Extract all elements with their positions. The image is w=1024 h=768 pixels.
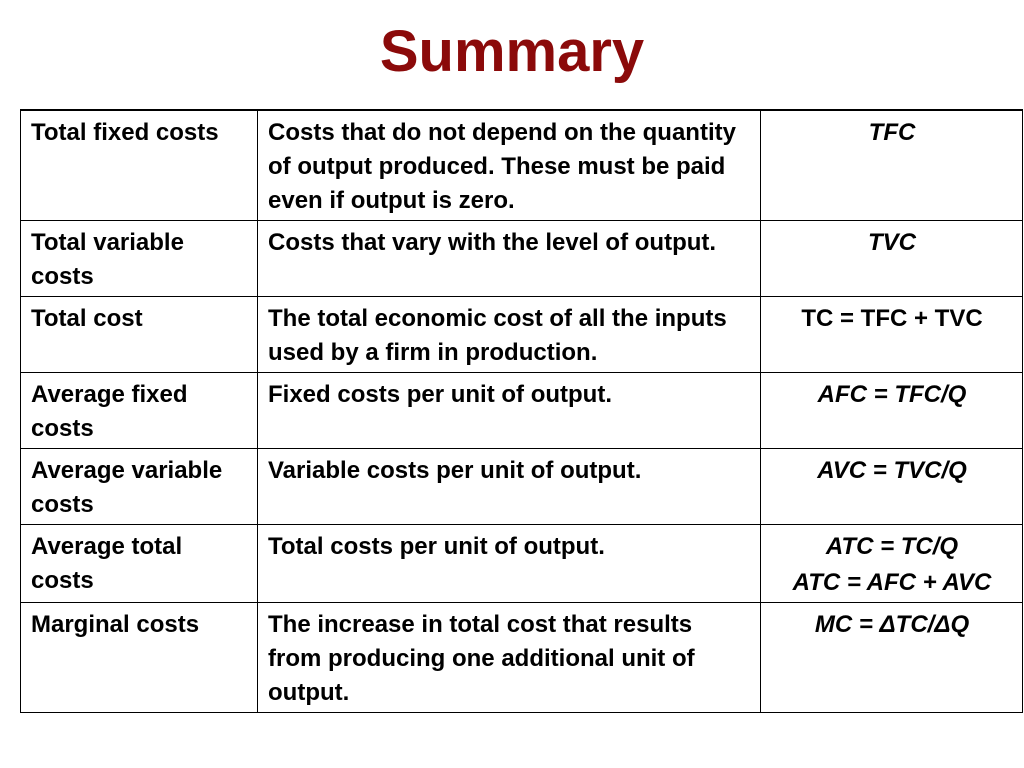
formula-text: ATC = TC/Q (825, 533, 959, 560)
table-row (21, 373, 1023, 449)
formula-text: ATC = AFC + AVC (792, 569, 992, 596)
term-cell: Average variable costs (21, 449, 258, 525)
definition-cell: Variable costs per unit of output. (258, 449, 761, 525)
table-row (21, 603, 1023, 713)
definition-cell: Fixed costs per unit of output. (258, 373, 761, 449)
formula-text: AVC = TVC/Q (817, 457, 967, 484)
term-cell: Total cost (21, 297, 258, 373)
table-row (21, 110, 1023, 221)
term-cell: Average fixed costs (21, 373, 258, 449)
table-row (21, 525, 1023, 603)
formula-cell (761, 373, 1023, 449)
formula-text: TFC (868, 119, 916, 146)
formula-text: TVC (868, 229, 916, 256)
term-cell: Total fixed costs (21, 110, 258, 221)
table-row (21, 297, 1023, 373)
term-cell: Total variable costs (21, 221, 258, 297)
definition-cell: The increase in total cost that results from producing one additional unit of output. (258, 603, 761, 713)
formula-cell (761, 221, 1023, 297)
formula-cell (761, 449, 1023, 525)
definition-cell: Costs that do not depend on the quantity of output produced. These must be paid even if output is zero. (258, 110, 761, 221)
definition-cell: Total costs per unit of output. (258, 525, 761, 603)
summary-table (20, 109, 1023, 713)
formula-cell (761, 525, 1023, 603)
definition-cell: Costs that vary with the level of output. (258, 221, 761, 297)
formula-text: TC = TFC + TVC (801, 305, 983, 332)
term-cell: Average total costs (21, 525, 258, 603)
formula-cell (761, 297, 1023, 373)
term-cell: Marginal costs (21, 603, 258, 713)
formula-cell (761, 603, 1023, 713)
formula-text: AFC = TFC/Q (817, 381, 967, 408)
formula-text: MC = ΔTC/ΔQ (814, 611, 970, 638)
definition-cell: The total economic cost of all the inputs used by a firm in production. (258, 297, 761, 373)
slide-title: Summary (379, 19, 645, 84)
formula-cell (761, 110, 1023, 221)
table-row (21, 221, 1023, 297)
table-row (21, 449, 1023, 525)
